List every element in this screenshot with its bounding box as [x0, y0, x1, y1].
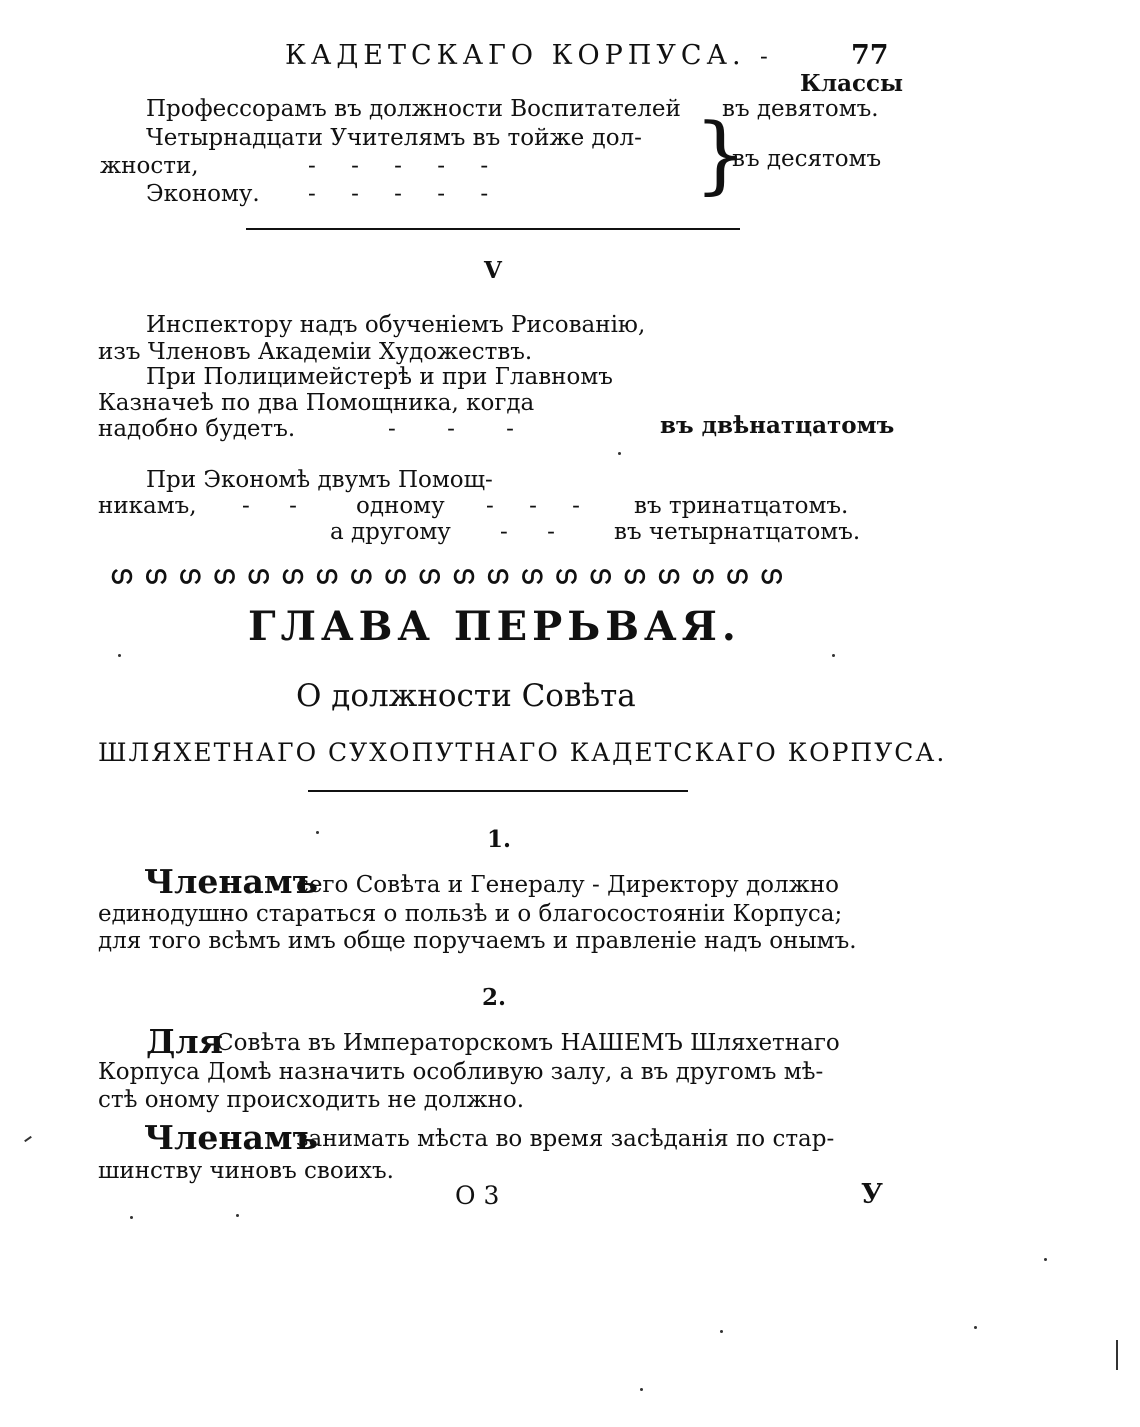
running-header: КАДЕТСКАГО КОРПУСА.	[285, 40, 746, 71]
catchword: У	[861, 1179, 883, 1210]
article-1-number: 1.	[487, 826, 512, 853]
divider-rule	[246, 228, 740, 230]
article-1-lead: Членамъ	[144, 862, 318, 901]
scan-speck	[640, 1388, 643, 1391]
article-2-line5: шинству чиновъ своихъ.	[98, 1158, 394, 1184]
article-2-line1: Совѣта въ Императорскомъ НАШЕМЪ Шляхетнаго	[216, 1030, 840, 1056]
article-2-line2: Корпуса Домѣ назначить особливую залу, а въ другомъ мѣ-	[98, 1059, 824, 1085]
assistants-line3: надобно будетъ.	[98, 416, 296, 442]
classes-column-head: Классы	[800, 70, 904, 97]
assistants-rank: въ двѣнатцатомъ	[660, 412, 895, 439]
article-2-line3: стѣ оному происходить не должно.	[98, 1087, 525, 1113]
economist-assist-rank1: въ тринатцатомъ.	[634, 493, 849, 519]
scan-speck	[130, 1216, 133, 1219]
economist-assist-line1: При Экономѣ двумъ Помощ-	[146, 467, 493, 493]
row-professors-text: Профессорамъ въ должности Воспитателей	[146, 96, 681, 122]
row-professors-rank: въ девятомъ.	[722, 96, 879, 122]
scan-speck	[720, 1330, 723, 1333]
article-1-line2: единодушно стараться о пользѣ и о благосостояніи Корпуса;	[98, 901, 843, 927]
chapter-subtitle: О должности Совѣта	[296, 678, 636, 714]
scan-speck	[1116, 1340, 1118, 1370]
row-economist: Эконому.	[146, 181, 260, 207]
chapter-rule	[308, 790, 688, 792]
chapter-subtitle-corps: ШЛЯХЕТНАГО СУХОПУТНАГО КАДЕТСКАГО КОРПУСА.	[98, 738, 947, 767]
economist-assist-rank2: въ четырнатцатомъ.	[614, 519, 861, 545]
ornament-band: ഗ ഗ ഗ ഗ ഗ ഗ ഗ ഗ ഗ ഗ ഗ ഗ ഗ ഗ ഗ ഗ ഗ ഗ ഗ ഗ	[110, 560, 784, 589]
economist-assist-dashes-c: - -	[500, 519, 571, 545]
economist-assist-dashes-a: - -	[242, 493, 313, 519]
scan-speck	[1044, 1258, 1047, 1261]
economist-assist-line2a: никамъ,	[98, 493, 197, 519]
article-1-line1: сего Совѣта и Генералу - Директору должно	[296, 872, 839, 898]
signature-mark: О 3	[455, 1181, 500, 1210]
economist-assist-one: одному	[356, 493, 445, 519]
row-economist-dashes: - - - - -	[308, 181, 503, 207]
row-teachers-line1: Четырнадцати Учителямъ въ тойже дол-	[146, 125, 642, 151]
grouping-brace: }	[694, 105, 748, 203]
scan-speck	[974, 1326, 977, 1329]
scan-speck	[118, 654, 121, 657]
scan-speck	[24, 1136, 32, 1142]
article-2-number: 2.	[482, 984, 507, 1011]
scan-speck	[316, 831, 319, 834]
assistants-dashes: - - -	[388, 416, 536, 442]
scan-speck	[618, 452, 621, 455]
assistants-line1: При Полицимейстерѣ и при Главномъ	[146, 364, 613, 390]
article-2-lead: Для	[146, 1022, 223, 1061]
economist-assist-other: а другому	[330, 519, 451, 545]
article-2-lead2: Членамъ	[144, 1118, 318, 1157]
inspector-line2: изъ Членовъ Академіи Художествъ.	[98, 339, 533, 365]
header-dash: -	[760, 44, 768, 70]
row-teachers-dashes: - - - - -	[308, 153, 503, 179]
scan-speck	[236, 1214, 239, 1217]
page-number: 77	[851, 40, 889, 71]
inspector-line1: Инспектору надъ обученіемъ Рисованію,	[146, 312, 646, 338]
row-teachers-line2: жности,	[100, 153, 199, 179]
article-1-line3: для того всѣмъ имъ обще поручаемъ и правленіе надъ онымъ.	[98, 928, 857, 954]
assistants-line2: Казначеѣ по два Помощника, когда	[98, 390, 535, 416]
chapter-title: ГЛАВА ПЕРЬВАЯ.	[248, 603, 741, 650]
group-rank: въ десятомъ	[732, 146, 882, 172]
section-numeral: V	[484, 257, 502, 284]
economist-assist-dashes-b: - - -	[486, 493, 594, 519]
article-2-line4: занимать мѣста во время засѣданія по стар-	[296, 1126, 835, 1152]
scan-speck	[832, 654, 835, 657]
